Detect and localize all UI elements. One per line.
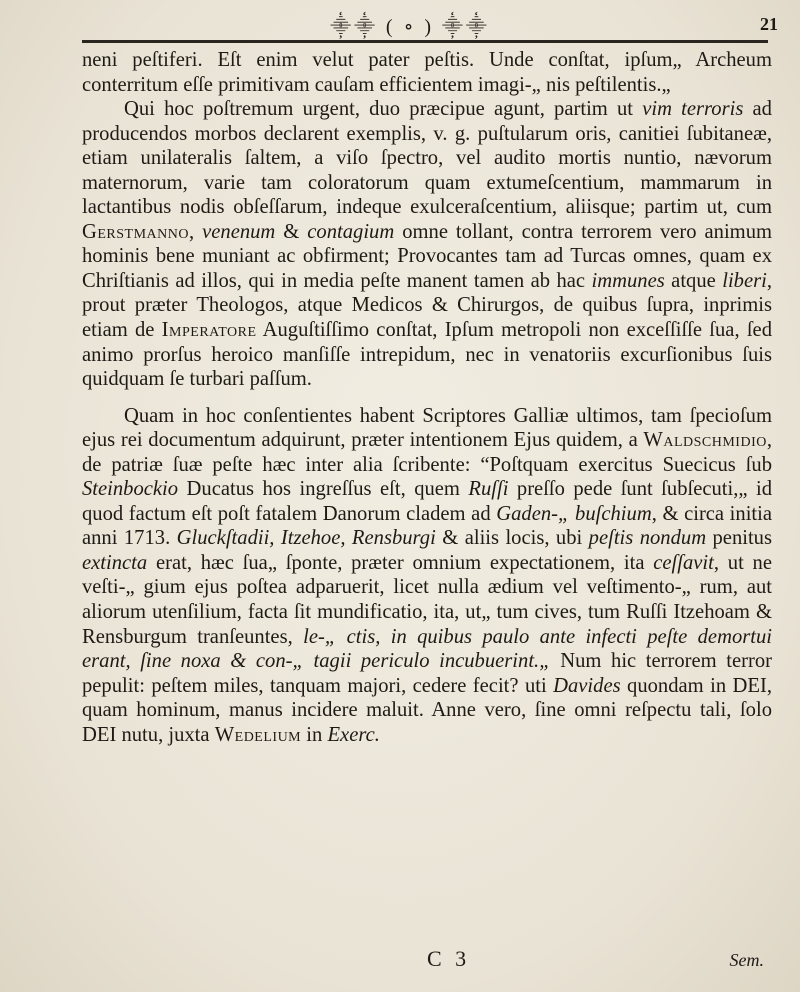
- catchword: Sem.: [729, 950, 764, 970]
- page-number: 21: [760, 14, 778, 34]
- paragraph-3: Quam in hoc conſentientes habent Scriptores Galliæ ultimos, tam ſpecioſum ejus rei documentum adquirunt, præter intentionem Ejus quidem, a Waldschmidio, de patriæ ſuæ peſte hæc inter alia ſcribente: “Poſtquam exercitus Suecicus ſub Steinbockio Ducatus hos ingreſſus eſt, quem Ruſſi preſſo pede ſunt ſubſecuti,„ id quod factum eſt poſt fatalem Danorum cladem ad Gaden-„ buſchium, & circa initia anni 1713. Gluckſtadii, Itzehoe, Rensburgi & aliis locis, ubi peſtis nondum penitus extincta erat, hæc ſua„ ſponte, præter omnium expectationem, ita ceſſavit, ut ne veſti-„ gium ejus poſtea adparuerit, licet nulla ædium vel veſtimento-„ rum, aut aliorum utenſilium, facta ſit mundificatio, ita, ut„ tum cives, tum Ruſſi Itzehoam & Rensburgum tranſeuntes, le-„ ctis, in quibus paulo ante infecti peſte demortui erant, ſine noxa & con-„ tagii periculo incubuerint.„ Num hic terrorem terror pepulit: peſtem miles, tanquam majori, cedere fecit? uti Davides quondam in DEI, quam hominum, manus incidere maluit. Anne vero, ſine omni reſpectu tali, ſolo DEI nutu, juxta Wedelium in Exerc.: [82, 404, 773, 746]
- signature-mark: C 3: [427, 946, 471, 971]
- page-header: [0, 10, 800, 48]
- paragraph-1: neni peſtiferi. Eſt enim velut pater peſtis. Unde conſtat, ipſum„ Archeum conterritum eſſe primitivam cauſam efficientem imagi-„ nis peſtilentis.„: [82, 49, 772, 96]
- paragraph-2: Qui hoc poſtremum urgent, duo præcipue agunt, partim ut vim terroris ad producendos morbos declarent exemplis, v. g. puſtularum oris, canitiei ſubitaneæ, etiam unilateralis ſaltem, a viſo ſpectro, vel audito mortis nuntio, nævorum maternorum, varie tam coloratorum quam extumeſcentium, mammarum in lactantibus nodis obſeſſarum, indeque exulceraſcentium, aliisque; partim ut, cum Gerstmanno, venenum & contagium omne tollant, contra terrorem vero animum hominis bene muniant ac obfirment; Provocantes tam ad Turcas omnes, quam ex Chriſtianis ad illos, qui in media peſte manent tamen ab hac immunes atque liberi, prout præter Theologos, atque Medicos & Chirurgos, de quibus ſupra, inprimis etiam de Imperatore Auguſtiſſimo conſtat, Ipſum metropoli non exceſſiſſe ſua, ſed animo prorſus heroico manſiſſe intrepidum, nec in venatoriis excurſionibus ſuis quidquam ſe turbari paſſum.: [82, 98, 773, 391]
- header-rule: [82, 40, 768, 43]
- header-ornament: ⸎⸎ ( ∘ ) ⸎⸎: [330, 16, 490, 38]
- body-text: [82, 48, 772, 747]
- page-footer: [82, 946, 772, 976]
